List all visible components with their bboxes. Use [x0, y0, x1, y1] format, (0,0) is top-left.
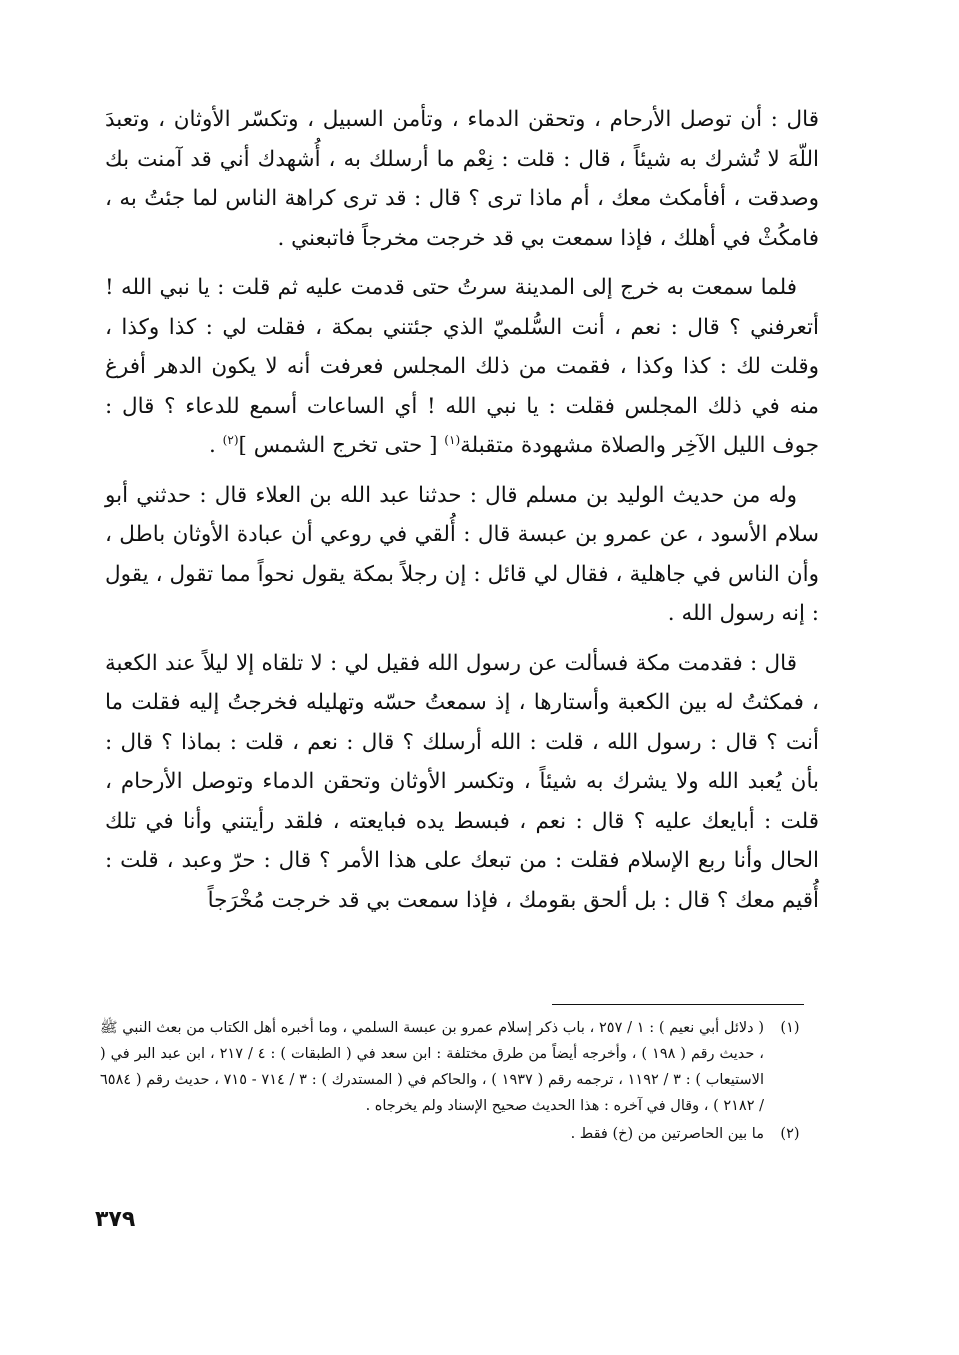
- main-text: [105, 100, 819, 930]
- paragraph-4: قال : فقدمت مكة فسألت عن رسول الله فقيل لي : لا تلقاه إلا ليلاً عند الكعبة ، فمكثتُ له بين الكعبة وأستارها ، إذ سمعتُ حسّه وتهليله فخرجتُ إليه فقلت ما أنت ؟ قال : رسول الله ، قلت : الله أرسلك ؟ قال : نعم ، قلت : بماذا ؟ قال : بأن يُعبد الله ولا يشرك به شيئاً ، وتكسر الأوثان وتحقن الدماء وتوصل الأرحام ، قلت : أبايعك عليه ؟ قال : نعم ، فبسط يده فبايعته ، فلقد رأيتني وأنا في تلك الحال وأنا ربع الإسلام فقلت : من تبعك على هذا الأمر ؟ قال : حرّ وعبد ، قلت : أُقيم معك ؟ قال : بل ألحق بقومك ، فإذا سمعت بي قد خرجت مُخْرَجاً: [105, 650, 819, 913]
- footnote-ref-2: (٢): [222, 432, 239, 447]
- footnotes: [100, 1015, 816, 1149]
- page-number: ٣٧٩: [95, 1207, 136, 1232]
- footnote-1: [100, 1015, 816, 1119]
- paragraph-1: قال : أن توصل الأرحام ، وتحقن الدماء ، وتأمن السبيل ، وتكسّر الأوثان ، وتعبدَ اللّهَ لا تُشرك به شيئاً ، قال : قلت : نِعْم ما أرسلك به ، أُشهدك أني قد آمنت بك وصدقت ، أفأمكث معك ، أم ماذا ترى ؟ قال : قد ترى كراهة الناس لما جئتُ به ، فامكُثْ في أهلك ، فإذا سمعت بي قد خرجت مخرجاً فاتبعني .: [105, 107, 819, 251]
- footnote-text: ( دلائل أبي نعيم ) : ١ / ٢٥٧ ، باب ذكر إسلام عمرو بن عبسة السلمي ، وما أخبره أهل الكتاب من بعث النبي ﷺ ، حديث رقم ( ١٩٨ ) ، وأخرجه أيضاً من طرق مختلفة : ابن سعد في ( الطبقات ) : ٤ / ٢١٧ ، ابن عبد البر في ( الاستيعاب ) : ٣ / ١١٩٢ ، ترجمه رقم ( ١٩٣٧ ) ، والحاكم في ( المستدرك ) : ٣ / ٧١٤ - ٧١٥ ، حديث رقم ( ٦٥٨٤ / ٢١٨٢ ) ، وقال في آخره : هذا الحديث صحيح الإسناد ولم يخرجاه .: [100, 1020, 764, 1114]
- footnote-2: [100, 1121, 816, 1147]
- footnote-ref-1: (١): [444, 432, 461, 447]
- footnote-number: (٢): [780, 1126, 800, 1142]
- footnote-separator: [552, 1004, 804, 1005]
- paragraph-2-end: .: [209, 433, 223, 458]
- paragraph-2: [105, 268, 819, 466]
- paragraph-3: وله من حديث الوليد بن مسلم قال : حدثنا عبد الله بن العلاء قال : حدثني أبو سلام الأسود ، عن عمرو بن عبسة قال : أُلقي في روعي أن عبادة الأوثان باطل ، وأن الناس في جاهلية ، فقال لي قائل : إن رجلاً بمكة يقول نحواً مما تقول ، يقول : إنه رسول الله .: [105, 482, 819, 626]
- footnote-text: ما بين الحاصرتين من (خ) فقط .: [570, 1126, 764, 1142]
- bracketed-addition: [ حتى تخرج الشمس ]: [238, 433, 445, 458]
- footnote-number: (١): [780, 1020, 800, 1036]
- paragraph-2-text: فلما سمعت به خرج إلى المدينة سرتُ حتى قدمت عليه ثم قلت : يا نبي الله ! أتعرفني ؟ قال : نعم ، أنت السُّلميّ الذي جئتني بمكة ، فقلت لي : كذا وكذا ، وقلت لك : كذا وكذا ، فقمت من ذلك المجلس فعرفت أنه لا يكون الدهر أفرغ منه في ذلك المجلس فقلت : يا نبي الله ! أي الساعات أسمع للدعاء ؟ قال : جوف الليل الآخِر والصلاة مشهودة متقبلة: [105, 275, 819, 458]
